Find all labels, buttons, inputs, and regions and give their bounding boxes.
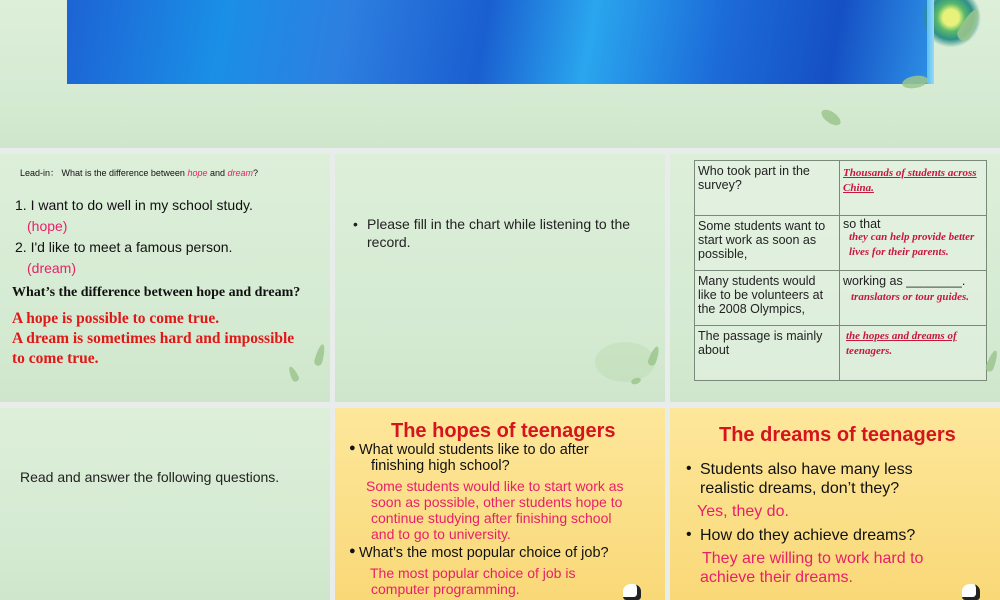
- dreams-answer-2-line-1: They are willing to work hard to: [702, 550, 924, 567]
- handwritten-answer: lives for their parents.: [849, 246, 949, 258]
- instruction-line-2: record.: [367, 234, 411, 250]
- table-question-cell: [695, 216, 840, 271]
- bullet-marker: •: [686, 460, 692, 477]
- banner-edge-glow: [927, 0, 934, 84]
- example-item-1-tag: (hope): [27, 218, 68, 234]
- cell-text: The passage is mainly: [698, 329, 823, 343]
- difference-question: What’s the difference between hope and dream?: [12, 285, 301, 300]
- cell-text: the 2008 Olympics,: [698, 302, 805, 316]
- leadin-and: and: [207, 168, 228, 178]
- cell-text: survey?: [698, 178, 742, 192]
- hopes-answer-1-line: Some students would like to start work as: [366, 478, 624, 494]
- hopes-panel: [335, 408, 665, 600]
- handwritten-answer: China.: [843, 182, 874, 194]
- table-answer-cell: [840, 326, 987, 381]
- table-answer-cell: [840, 161, 987, 216]
- read-answer-panel: [0, 408, 330, 600]
- leadin-dream: dream: [227, 168, 254, 178]
- cell-text: possible,: [698, 247, 748, 261]
- table-answer-cell: [840, 216, 987, 271]
- example-item-2-tag: (dream): [27, 260, 77, 276]
- handwritten-answer: Thousands of students across: [843, 167, 977, 179]
- dreams-question-1-line-1: Students also have many less: [700, 461, 913, 478]
- hopes-title: The hopes of teenagers: [391, 420, 616, 442]
- leadin-panel: [0, 154, 330, 402]
- hopes-answer-1-line: soon as possible, other students hope to: [371, 494, 623, 510]
- hopes-question-2: What’s the most popular choice of job?: [359, 545, 609, 561]
- leadin-hope: hope: [187, 168, 208, 178]
- read-answer-instruction: Read and answer the following questions.: [20, 469, 280, 485]
- leadin-prefix: Lead-in： What is the difference between: [20, 168, 188, 178]
- hopes-question-1-line-1: What would students like to do after: [359, 442, 589, 458]
- cell-text: start work as soon as: [698, 233, 817, 247]
- dreams-answer-2-line-2: achieve their dreams.: [700, 569, 853, 586]
- cell-text: like to be volunteers at: [698, 288, 824, 302]
- leaf-decoration: [287, 365, 300, 382]
- table-row: [695, 161, 987, 216]
- cell-text: Many students would: [698, 274, 816, 288]
- table-question-cell: [695, 271, 840, 326]
- table-row: [695, 271, 987, 326]
- survey-table: [694, 160, 987, 381]
- cell-text: about: [698, 343, 730, 357]
- answer-prefix: working as ________.: [843, 274, 966, 288]
- cow-mascot-icon: [623, 584, 641, 600]
- answer-line-2: A dream is sometimes hard and impossible: [12, 330, 295, 347]
- leadin-qmark: ?: [253, 168, 259, 178]
- banner-panel: [0, 0, 1000, 148]
- leaf-decoration: [819, 107, 843, 129]
- answer-line-1: A hope is possible to come true.: [12, 310, 220, 327]
- dreams-answer-1: Yes, they do.: [697, 503, 789, 520]
- hopes-answer-1-line: and to go to university.: [371, 526, 511, 542]
- leaf-decoration: [647, 345, 661, 367]
- cow-mascot-icon: [962, 584, 980, 600]
- table-question-cell: [695, 161, 840, 216]
- example-item-1: 1. I want to do well in my school study.: [15, 197, 253, 213]
- leaf-decoration: [313, 343, 326, 366]
- leadin-line: [20, 166, 258, 179]
- cell-text: Who took part in the: [698, 164, 810, 178]
- table-answer-cell: [840, 271, 987, 326]
- decoration-dot: [595, 342, 655, 382]
- instruction-panel: [335, 154, 665, 402]
- bullet-marker: ●: [349, 442, 356, 454]
- bullet-marker: •: [353, 216, 358, 232]
- handwritten-answer: translators or tour guides.: [851, 291, 969, 303]
- hopes-question-1-line-2: finishing high school?: [371, 458, 510, 474]
- hopes-answer-2-line: computer programming.: [371, 581, 520, 597]
- instruction-line-1: Please fill in the chart while listening to the: [367, 216, 631, 232]
- bullet-marker: •: [686, 526, 692, 543]
- handwritten-answer: teenagers.: [846, 345, 893, 357]
- banner-image: [67, 0, 934, 84]
- survey-chart-panel: [670, 154, 1000, 402]
- dreams-question-1-line-2: realistic dreams, don’t they?: [700, 480, 900, 497]
- example-item-2: 2. I'd like to meet a famous person.: [15, 239, 233, 255]
- bullet-marker: ●: [349, 545, 356, 557]
- hopes-answer-1-line: continue studying after finishing school: [371, 510, 612, 526]
- dreams-title: The dreams of teenagers: [719, 424, 956, 446]
- dreams-question-2: How do they achieve dreams?: [700, 527, 916, 544]
- answer-prefix: so that: [843, 217, 881, 231]
- table-row: [695, 326, 987, 381]
- handwritten-answer: they can help provide better: [849, 231, 975, 243]
- table-question-cell: [695, 326, 840, 381]
- table-row: [695, 216, 987, 271]
- dreams-panel: [670, 408, 1000, 600]
- handwritten-answer: the hopes and dreams of: [846, 330, 957, 342]
- hopes-answer-2-line: The most popular choice of job is: [370, 565, 576, 581]
- answer-line-3: to come true.: [12, 350, 99, 367]
- cell-text: Some students want to: [698, 219, 826, 233]
